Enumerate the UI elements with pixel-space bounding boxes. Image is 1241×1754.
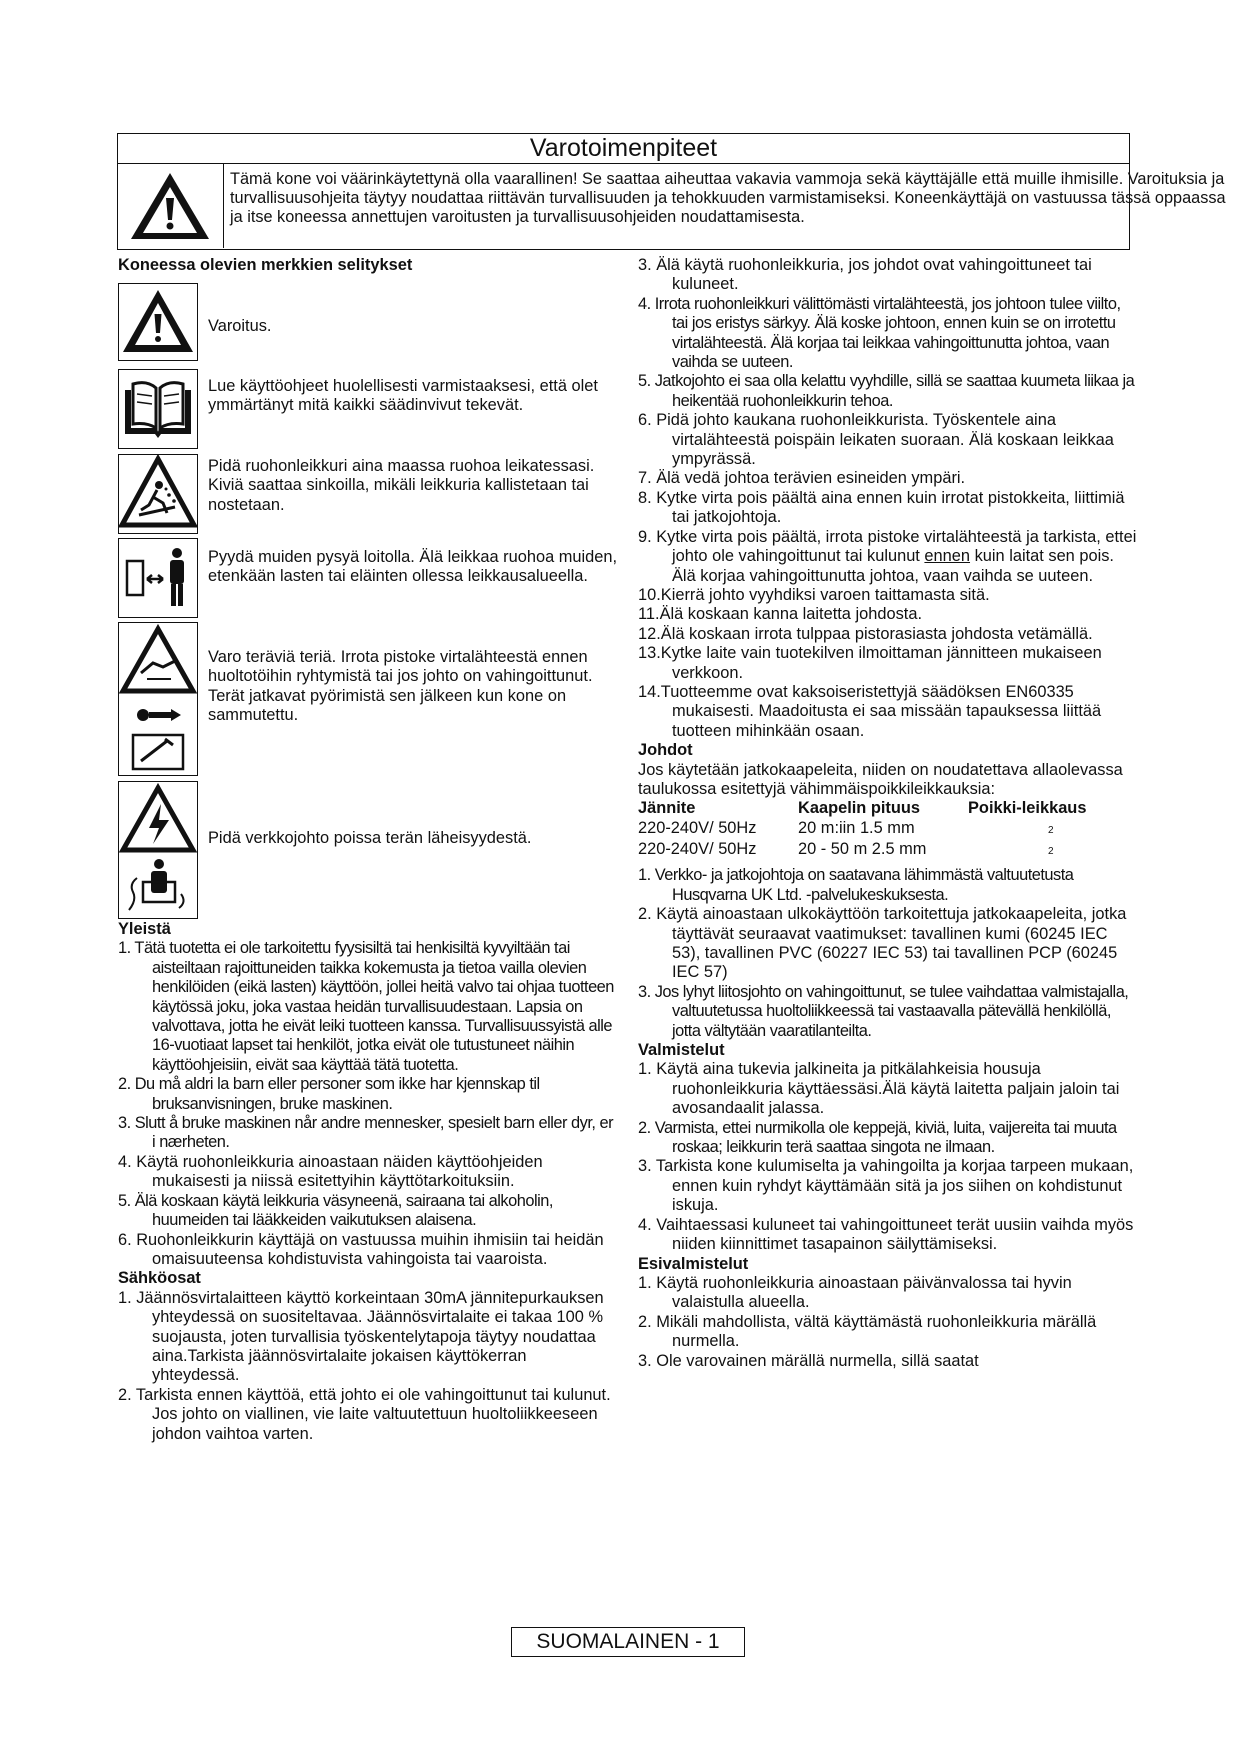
cable-table-header-row [638, 799, 1138, 818]
right-item-9-underlined: ennen [924, 547, 971, 566]
symbol-text-flying-objects: Pidä ruohonleikkuri aina maassa ruohoa leikatessasi. Kiviä saattaa sinkoilla, mikäli leikkuria kallistetaan tai nostetaan. [208, 457, 595, 514]
valmistelut-heading: Valmistelut [638, 1041, 725, 1060]
cable-table-header-length: Kaapelin pituus [798, 799, 921, 818]
johdot-item-1: 1. Verkko- ja jatkojohtoja on saatavana lähimmästä valtuutetusta Husqvarna UK Ltd. -palvelukeskuksesta. [638, 866, 1074, 904]
flying-objects-icon [119, 455, 197, 533]
symbol-text-manual: Lue käyttöohjeet huolellisesti varmistaaksesi, että olet ymmärtänyt mitä kaikki säädinvivut tekevät. [208, 377, 598, 415]
warning-triangle-icon [128, 170, 212, 242]
yleista-heading: Yleistä [118, 920, 171, 938]
right-item-7: 7. Älä vedä johtoa terävien esineiden ympäri. [638, 469, 966, 488]
right-item-11: 11.Älä koskaan kanna laitetta johdosta. [638, 605, 922, 624]
manual-book-icon [119, 370, 197, 448]
title-box [117, 133, 1130, 164]
table-cell-superscript: 2 [1048, 846, 1054, 858]
table-cell-superscript: 2 [1048, 825, 1054, 837]
yleista-item-1: 1. Tätä tuotetta ei ole tarkoitettu fyysisiltä tai henkisiltä kyvyiltään tai aisteiltaan rajoittuneiden taikka kokemusta ja tietoa vailla olevien henkilöiden (eikä lasten) käyttöön, jollei heitä valvo tai ohjaa tuotteen käytössä joku, joka vastaa heidän turvallisuudestaan. Lapsia on valvottava, jotta he eivät leiki tuotteen kanssa. Turvallisuussyistä alle 16-vuotiaat lapset tai henkilöt, jotka eivät ole tutustuneet näihin käyttöohjeisiin, eivät saa käyttää tätä tuotetta. [118, 939, 614, 1074]
footer-box [511, 1627, 745, 1657]
table-cell-voltage: 220-240V/ 50Hz [638, 840, 757, 859]
esivalmistelut-item-1: 1. Käytä ruohonleikkuria ainoastaan päivänvalossa tai hyvin valaistulla alueella. [638, 1273, 1072, 1312]
esivalmistelut-heading: Esivalmistelut [638, 1254, 749, 1273]
cable-table [638, 799, 1138, 860]
symbol-text-electric-hazard: Pidä verkkojohto poissa terän läheisyydestä. [208, 829, 532, 847]
valmistelut-item-2: 2. Varmista, ettei nurmikolla ole keppejä, kiviä, luita, vaijereita tai muuta roskaa; leikkurin terä saattaa singota ne ilmaan. [638, 1118, 1117, 1157]
yleista-item-5: 5. Älä koskaan käytä leikkuria väsyneenä, sairaana tai alkoholin, huumeiden tai lääkkeiden vaikutuksen alaisena. [118, 1191, 553, 1230]
right-item-9-after: kuin laitat sen pois. Älä korjaa vahingoittunutta johtoa, vaan vaihda se uuteen. [672, 547, 1114, 585]
right-item-12: 12.Älä koskaan irrota tulppaa pistorasiasta johdosta vetämällä. [638, 624, 1093, 643]
yleista-item-6: 6. Ruohonleikkurin käyttäjä on vastuussa muihin ihmisiin tai heidän omaisuuteensa kohdistuvista vahingoista tai vaaroista. [118, 1230, 604, 1268]
page-footer: SUOMALAINEN - 1 [536, 1630, 720, 1653]
sahkoosat-item-2: 2. Tarkista ennen käyttöä, että johto ei ole vahingoittunut tai kulunut. Jos johto on viallinen, vie laite valtuutettuun huoltoliikkeeseen johdon vaihtoa varten. [118, 1385, 611, 1443]
right-item-3: 3. Älä käytä ruohonleikkuria, jos johdot ovat vahingoittuneet tai kuluneet. [638, 256, 1092, 294]
right-item-6: 6. Pidä johto kaukana ruohonleikkurista. Työskentele aina virtalähteestä poispäin leikaten suoraan. Älä koskaan leikkaa ympyrässä. [638, 411, 1114, 469]
right-item-14: 14.Tuotteemme ovat kaksoiseristettyjä säädöksen EN60335 mukaisesti. Maadoitusta ei saa missään tapauksessa liittää tuotteen mihinkään osaan. [638, 682, 1102, 740]
left-column-lower [118, 920, 618, 1444]
symbols-heading: Koneessa olevien merkkien selitykset [118, 256, 413, 274]
esivalmistelut-item-2: 2. Mikäli mahdollista, vältä käyttämästä ruohonleikkuria märällä nurmella. [638, 1312, 1097, 1351]
symbol-text-keep-distance: Pyydä muiden pysyä loitolla. Älä leikkaa ruohoa muiden, etenkään lasten tai eläinten ollessa leikkausalueella. [208, 548, 618, 586]
table-row [638, 839, 1138, 860]
intro-warning-icon-cell [118, 164, 224, 248]
right-column [638, 256, 1138, 1371]
keep-distance-icon [119, 539, 197, 617]
symbol-text-sharp-blades [208, 648, 628, 726]
johdot-item-2: 2. Käytä ainoastaan ulkokäyttöön tarkoitettuja jatkokaapeleita, jotka täyttävät seuraavat vaatimukset: tavallinen kumi (60245 IEC 53), tavallinen PVC (60227 IEC 53) tai tavallinen PCP (60245 IEC 57) [638, 905, 1127, 982]
johdot-intro: Jos käytetään jatkokaapeleita, niiden on noudatettava allaolevassa taulukossa esitettyjä vähimmäispoikkileikkauksia: [638, 760, 1123, 798]
intro-warning-box [117, 164, 1226, 250]
valmistelut-item-1: 1. Käytä aina tukevia jalkineita ja pitkälahkeisia housuja ruohonleikkuria käyttäessäsi.Älä käytä laitetta paljain jaloin tai avosandaalit jalassa. [638, 1060, 1120, 1118]
yleista-item-4: 4. Käytä ruohonleikkuria ainoastaan näiden käyttöohjeiden mukaisesti ja niissä esitettyihin käyttötarkoituksiin. [118, 1152, 543, 1191]
johdot-item-3: 3. Jos lyhyt liitosjohto on vahingoittunut, se tulee vaihdattaa valmistajalla, valtuutetussa huoltoliikkeessä tai vastaavalla pätevällä henkilöllä, jotta vältytään vaaratilanteilta. [638, 982, 1129, 1040]
valmistelut-item-3: 3. Tarkista kone kulumiselta ja vahingoilta ja korjaa tarpeen mukaan, ennen kuin ryhdyt käyttämään sitä ja jos siihen on kohdistunut iskuja. [638, 1157, 1134, 1215]
right-item-8: 8. Kytke virta pois päältä aina ennen kuin irrotat pistokkeita, liittimiä tai jatkojohtoja. [638, 488, 1125, 527]
esivalmistelut-item-3: 3. Ole varovainen märällä nurmella, sillä saatat [638, 1351, 979, 1370]
electric-hazard-icon [119, 782, 197, 918]
table-cell-voltage: 220-240V/ 50Hz [638, 819, 757, 838]
right-item-9-before: 9. Kytke virta pois päältä, irrota pistoke virtalähteestä ja tarkista, ettei johto ole vahingoittunut tai kulunut [638, 527, 1137, 566]
page-title: Varotoimenpiteet [529, 134, 718, 162]
sharp-blades-icon [119, 623, 197, 775]
intro-warning-text: Tämä kone voi väärinkäytettynä olla vaarallinen! Se saattaa aiheuttaa vakavia vammoja sekä käyttäjälle että muille ihmisille. Varoituksia ja turvallisuusohjeita täytyy noudattaa riittävän turvallisuuden ja tehokkuuden varmistamiseksi. Koneenkäyttäjä on vastuussa tässä oppaassa ja itse koneessa annettujen varoitusten ja turvallisuusohjeiden noudattamisesta. [230, 170, 1226, 226]
right-item-13: 13.Kytke laite vain tuotekilven ilmoittaman jännitteen mukaiseen verkkoon. [638, 644, 1102, 682]
symbol-text-warning: Varoitus. [208, 317, 272, 335]
right-item-4: 4. Irrota ruohonleikkuri välittömästi virtalähteestä, jos johtoon tulee viilto, tai jos eristys särkyy. Älä koske johtoon, ennen kuin se on irrotettu virtalähteestä. Älä korjaa tai leikkaa vahingoittunutta johtoa, vaan vaihda se uuteen. [638, 294, 1121, 372]
right-item-9 [638, 528, 1138, 586]
sahkoosat-heading: Sähköosat [118, 1269, 201, 1288]
yleista-item-3: 3. Slutt å bruke maskinen når andre mennesker, spesielt barn eller dyr, er i nærheten. [118, 1114, 614, 1152]
sahkoosat-item-1: 1. Jäännösvirtalaitteen käyttö korkeintaan 30mA jännitepurkauksen yhteydessä on suositeltavaa. Jäännösvirtalaite ei takaa 100 % suojausta, joten turvallisia työskentelytapoja täytyy noudattaa aina.Tarkista jäännösvirtalaite jokaisen käyttökerran yhteydessä. [118, 1288, 604, 1385]
cable-table-header-section: Poikki-leikkaus [968, 799, 1087, 818]
yleista-item-2: 2. Du må aldri la barn eller personer som ikke har kjennskap til bruksanvisningen, bruke maskinen. [118, 1075, 540, 1113]
right-item-10: 10.Kierrä johto vyyhdiksi varoen taittamasta sitä. [638, 585, 990, 604]
cable-table-header-voltage: Jännite [638, 799, 696, 818]
table-row [638, 818, 1138, 839]
table-cell-length: 20 - 50 m 2.5 mm [798, 840, 927, 859]
right-item-5: 5. Jatkojohto ei saa olla kelattu vyyhdille, sillä se saattaa kuumeta liikaa ja heikentää ruohonleikkurin tehoa. [638, 372, 1135, 410]
table-cell-length: 20 m:iin 1.5 mm [798, 819, 915, 838]
valmistelut-item-4: 4. Vaihtaessasi kuluneet tai vahingoittuneet terät uusiin vaihda myös niiden kiinnittimet tasapainon säilyttämiseksi. [638, 1215, 1134, 1254]
symbol-text-sharp-blades-1: Varo teräviä teriä. Irrota pistoke virtalähteestä ennen huoltotöihin ryhtymistä tai jos johto on vahingoittunut. [208, 648, 593, 686]
symbol-text-sharp-blades-2: Terät jatkavat pyörimistä sen jälkeen kun kone on sammutettu. [208, 686, 567, 725]
warning-triangle-icon [119, 284, 197, 359]
johdot-heading: Johdot [638, 741, 693, 760]
